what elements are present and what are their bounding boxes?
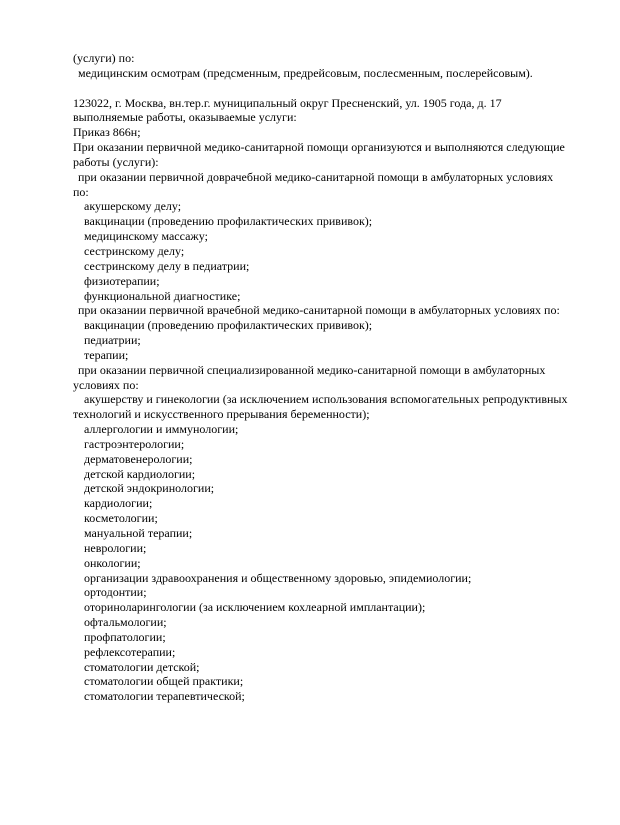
text-line: при оказании первичной доврачебной медико-санитарной помощи в амбулаторных условиях [78, 169, 554, 184]
text-line: по: [73, 184, 89, 199]
text-line: онкологии; [84, 555, 141, 570]
text-line: стоматологии терапевтической; [84, 689, 245, 704]
text-line: медицинскому массажу; [84, 229, 208, 244]
text-line: 123022, г. Москва, вн.тер.г. муниципальный округ Пресненский, ул. 1905 года, д. 17 [73, 95, 502, 110]
text-line: гастроэнтерологии; [84, 436, 185, 451]
text-line: детской эндокринологии; [84, 481, 215, 496]
text-line: терапии; [84, 347, 129, 362]
text-line: акушерству и гинекологии (за исключением использования вспомогательных репродуктивных [84, 392, 568, 407]
text-line: дерматовенерологии; [84, 451, 193, 466]
text-line: офтальмологии; [84, 615, 167, 630]
text-line: выполняемые работы, оказываемые услуги: [73, 110, 297, 125]
text-line: при оказании первичной врачебной медико-санитарной помощи в амбулаторных условиях по: [78, 303, 560, 318]
text-line: аллергологии и иммунологии; [84, 422, 239, 437]
text-line [73, 81, 590, 96]
text-line: кардиологии; [84, 496, 153, 511]
text-line: физиотерапии; [84, 273, 160, 288]
text-line: детской кардиологии; [84, 466, 196, 481]
text-line: работы (услуги): [73, 154, 159, 169]
text-line: вакцинации (проведению профилактических прививок); [84, 318, 373, 333]
text-line: сестринскому делу; [84, 243, 185, 258]
text-line: технологий и искусственного прерывания беременности); [73, 407, 370, 422]
text-line: косметологии; [84, 511, 158, 526]
document-body [73, 51, 590, 704]
text-line: профпатологии; [84, 629, 166, 644]
text-line: стоматологии детской; [84, 659, 200, 674]
text-line: ортодонтии; [84, 585, 147, 600]
text-line: Приказ 866н; [73, 125, 141, 140]
text-line: акушерскому делу; [84, 199, 182, 214]
text-line: организации здравоохранения и общественному здоровью, эпидемиологии; [84, 570, 472, 585]
text-line: сестринскому делу в педиатрии; [84, 258, 250, 273]
text-line: функциональной диагностике; [84, 288, 241, 303]
text-line: условиях по: [73, 377, 139, 392]
text-line: (услуги) по: [73, 51, 135, 65]
text-line: При оказании первичной медико-санитарной помощи организуются и выполняются следующие [73, 140, 565, 155]
text-line: педиатрии; [84, 333, 141, 348]
text-line: вакцинации (проведению профилактических прививок); [84, 214, 373, 229]
text-line: при оказании первичной специализированной медико-санитарной помощи в амбулаторных [78, 362, 546, 377]
text-line: медицинским осмотрам (предсменным, предрейсовым, послесменным, послерейсовым). [78, 65, 533, 80]
text-line: рефлексотерапии; [84, 644, 176, 659]
text-line: неврологии; [84, 540, 147, 555]
text-line: оториноларингологии (за исключением кохлеарной имплантации); [84, 600, 426, 615]
text-line: стоматологии общей практики; [84, 674, 244, 689]
text-line: мануальной терапии; [84, 526, 193, 540]
